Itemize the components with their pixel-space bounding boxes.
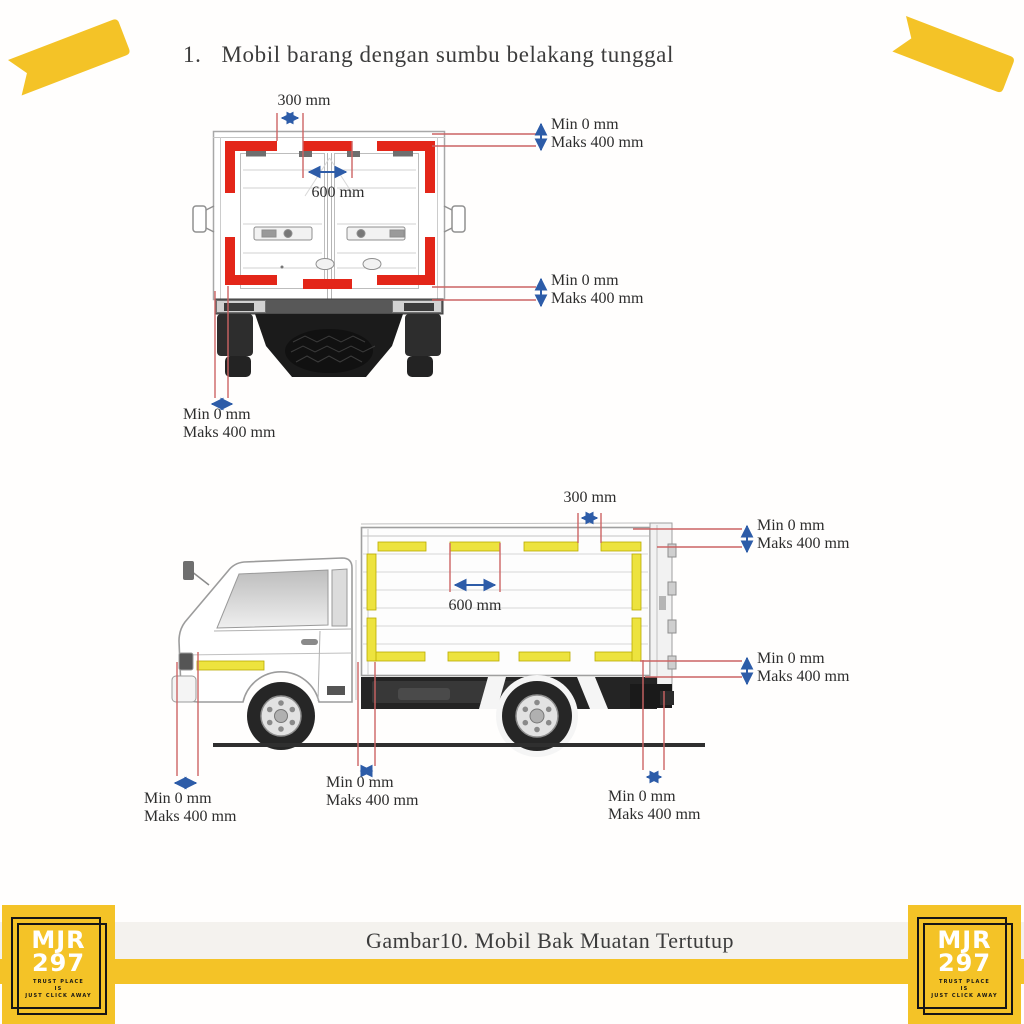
brand-name	[2, 926, 115, 977]
brand-name	[908, 926, 1021, 977]
min-clearance-text: Min 0 mm	[551, 116, 619, 133]
min-clearance-text: Min 0 mm	[757, 517, 825, 534]
rear-bumper	[215, 299, 443, 314]
title-number: 1.	[183, 42, 202, 67]
side-middle-clearance-label	[326, 774, 418, 810]
headlight	[179, 653, 193, 670]
segment-dimension-text: 600 mm	[311, 184, 365, 201]
max-clearance-text: Maks 400 mm	[551, 134, 644, 151]
rear-side-clearance-label	[183, 406, 275, 442]
ribbon-decoration-left	[8, 18, 131, 95]
min-clearance-text: Min 0 mm	[757, 650, 825, 667]
figure-caption: Gambar10. Mobil Bak Muatan Tertutup	[365, 928, 735, 953]
brand-logo-right	[908, 905, 1021, 1024]
side-tape-segment-label	[433, 597, 517, 615]
rear-wheel	[502, 681, 572, 751]
min-clearance-text: Min 0 mm	[608, 788, 676, 805]
brand-tagline: TRUST PLACE IS JUST CLICK AWAY	[931, 979, 998, 999]
min-clearance-text: Min 0 mm	[326, 774, 394, 791]
door-handle	[301, 639, 318, 645]
side-truck-drawing	[172, 523, 705, 757]
max-clearance-text: Maks 400 mm	[326, 792, 419, 809]
side-front-clearance-label	[144, 790, 236, 826]
min-clearance-text: Min 0 mm	[183, 406, 251, 423]
gap-dimension-text: 300 mm	[277, 92, 331, 109]
rear-tape-gap-label	[262, 92, 346, 110]
footer-bar	[0, 959, 1024, 984]
side-mirror	[183, 561, 194, 580]
ribbon-decoration-right	[892, 16, 1015, 93]
max-clearance-text: Maks 400 mm	[551, 290, 644, 307]
brand-name-bottom: 297	[31, 949, 86, 977]
side-tape-gap-label	[548, 489, 632, 507]
brand-logo-left	[2, 905, 115, 1024]
rear-undercarriage	[217, 314, 441, 377]
segment-dimension-text: 600 mm	[448, 597, 502, 614]
rear-top-clearance-label	[551, 116, 643, 152]
brand-name-top: MJR	[31, 926, 86, 954]
min-clearance-text: Min 0 mm	[144, 790, 212, 807]
title-text: Mobil barang dengan sumbu belakang tunggal	[221, 42, 674, 67]
side-mid-clearance-label	[757, 650, 849, 686]
side-top-clearance-label	[757, 517, 849, 553]
min-clearance-text: Min 0 mm	[551, 272, 619, 289]
brand-name-top: MJR	[937, 926, 992, 954]
page-title	[183, 42, 674, 68]
max-clearance-text: Maks 400 mm	[757, 535, 850, 552]
rear-bottom-clearance-label	[551, 272, 643, 308]
brand-tagline: TRUST PLACE IS JUST CLICK AWAY	[25, 979, 92, 999]
max-clearance-text: Maks 400 mm	[757, 668, 850, 685]
side-rear-clearance-label	[608, 788, 700, 824]
gap-dimension-text: 300 mm	[563, 489, 617, 506]
max-clearance-text: Maks 400 mm	[144, 808, 237, 825]
rear-tape-segment-label	[296, 184, 380, 202]
brand-name-bottom: 297	[937, 949, 992, 977]
max-clearance-text: Maks 400 mm	[183, 424, 276, 441]
front-wheel	[247, 682, 315, 750]
cab-yellow-tape	[197, 661, 264, 670]
rear-truck-drawing	[193, 132, 465, 378]
rear-door-frame	[650, 523, 676, 691]
front-bumper	[172, 676, 196, 702]
max-clearance-text: Maks 400 mm	[608, 806, 701, 823]
